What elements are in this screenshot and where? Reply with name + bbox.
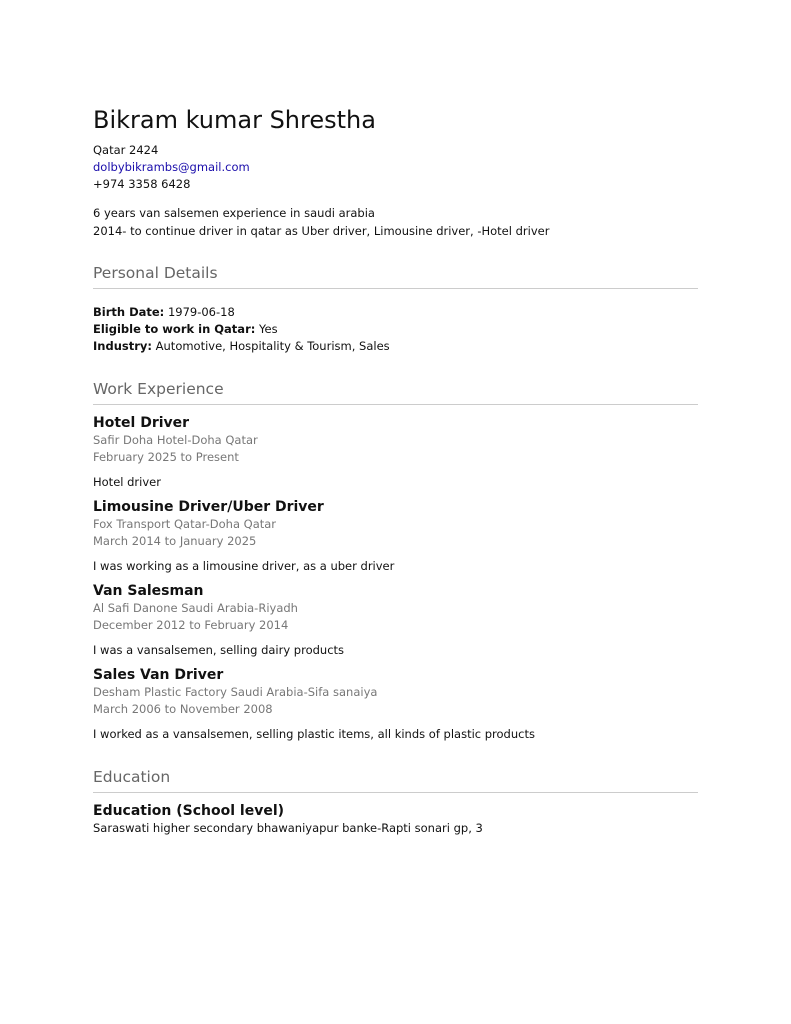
job-description: Hotel driver	[93, 475, 161, 489]
job-entry	[93, 414, 698, 491]
summary-block	[93, 204, 698, 240]
contact-block	[93, 142, 698, 193]
job-company: Safir Doha Hotel-Doha Qatar	[93, 433, 258, 447]
job-company: Fox Transport Qatar-Doha Qatar	[93, 517, 277, 531]
summary-line: 6 years van salsemen experience in saudi arabia	[93, 206, 375, 220]
job-dates: March 2014 to January 2025	[93, 534, 257, 548]
detail-value: Automotive, Hospitality & Tourism, Sales	[155, 339, 390, 353]
job-company: Al Safi Danone Saudi Arabia-Riyadh	[93, 601, 298, 615]
job-description: I was working as a limousine driver, as a uber driver	[93, 559, 395, 573]
education-detail: Saraswati higher secondary bhawaniyapur banke-Rapti sonari gp, 3	[93, 821, 483, 835]
job-title: Van Salesman	[93, 583, 204, 599]
education-title: Education (School level)	[93, 803, 285, 819]
job-dates: March 2006 to November 2008	[93, 702, 273, 716]
detail-label: Eligible to work in Qatar:	[93, 322, 256, 336]
section-heading-education: Education	[93, 767, 698, 793]
job-description: I was a vansalsemen, selling dairy products	[93, 643, 345, 657]
detail-row-industry	[93, 338, 698, 355]
resume-page	[93, 104, 698, 837]
detail-value: Yes	[259, 322, 278, 336]
job-dates: February 2025 to Present	[93, 450, 239, 464]
job-dates: December 2012 to February 2014	[93, 618, 289, 632]
job-entry	[93, 582, 698, 659]
phone-text: +974 3358 6428	[93, 177, 191, 191]
detail-row-eligibility	[93, 321, 698, 338]
summary-line: 2014- to continue driver in qatar as Uber driver, Limousine driver, -Hotel driver	[93, 224, 550, 238]
job-company: Desham Plastic Factory Saudi Arabia-Sifa sanaiya	[93, 685, 378, 699]
education-entry	[93, 802, 698, 837]
job-title: Sales Van Driver	[93, 667, 224, 683]
detail-label: Industry:	[93, 339, 152, 353]
job-title: Hotel Driver	[93, 415, 190, 431]
section-heading-personal-details: Personal Details	[93, 263, 698, 289]
location-text: Qatar 2424	[93, 143, 159, 157]
email-link[interactable]: dolbybikrambs@gmail.com	[93, 160, 250, 174]
detail-label: Birth Date:	[93, 305, 165, 319]
personal-details	[93, 304, 698, 355]
candidate-name: Bikram kumar Shrestha	[93, 106, 376, 134]
detail-value: 1979-06-18	[167, 305, 235, 319]
job-entry	[93, 666, 698, 743]
detail-row-birth-date	[93, 304, 698, 321]
job-description: I worked as a vansalsemen, selling plastic items, all kinds of plastic products	[93, 727, 535, 741]
job-title: Limousine Driver/Uber Driver	[93, 499, 324, 515]
job-entry	[93, 498, 698, 575]
section-heading-work-experience: Work Experience	[93, 379, 698, 405]
